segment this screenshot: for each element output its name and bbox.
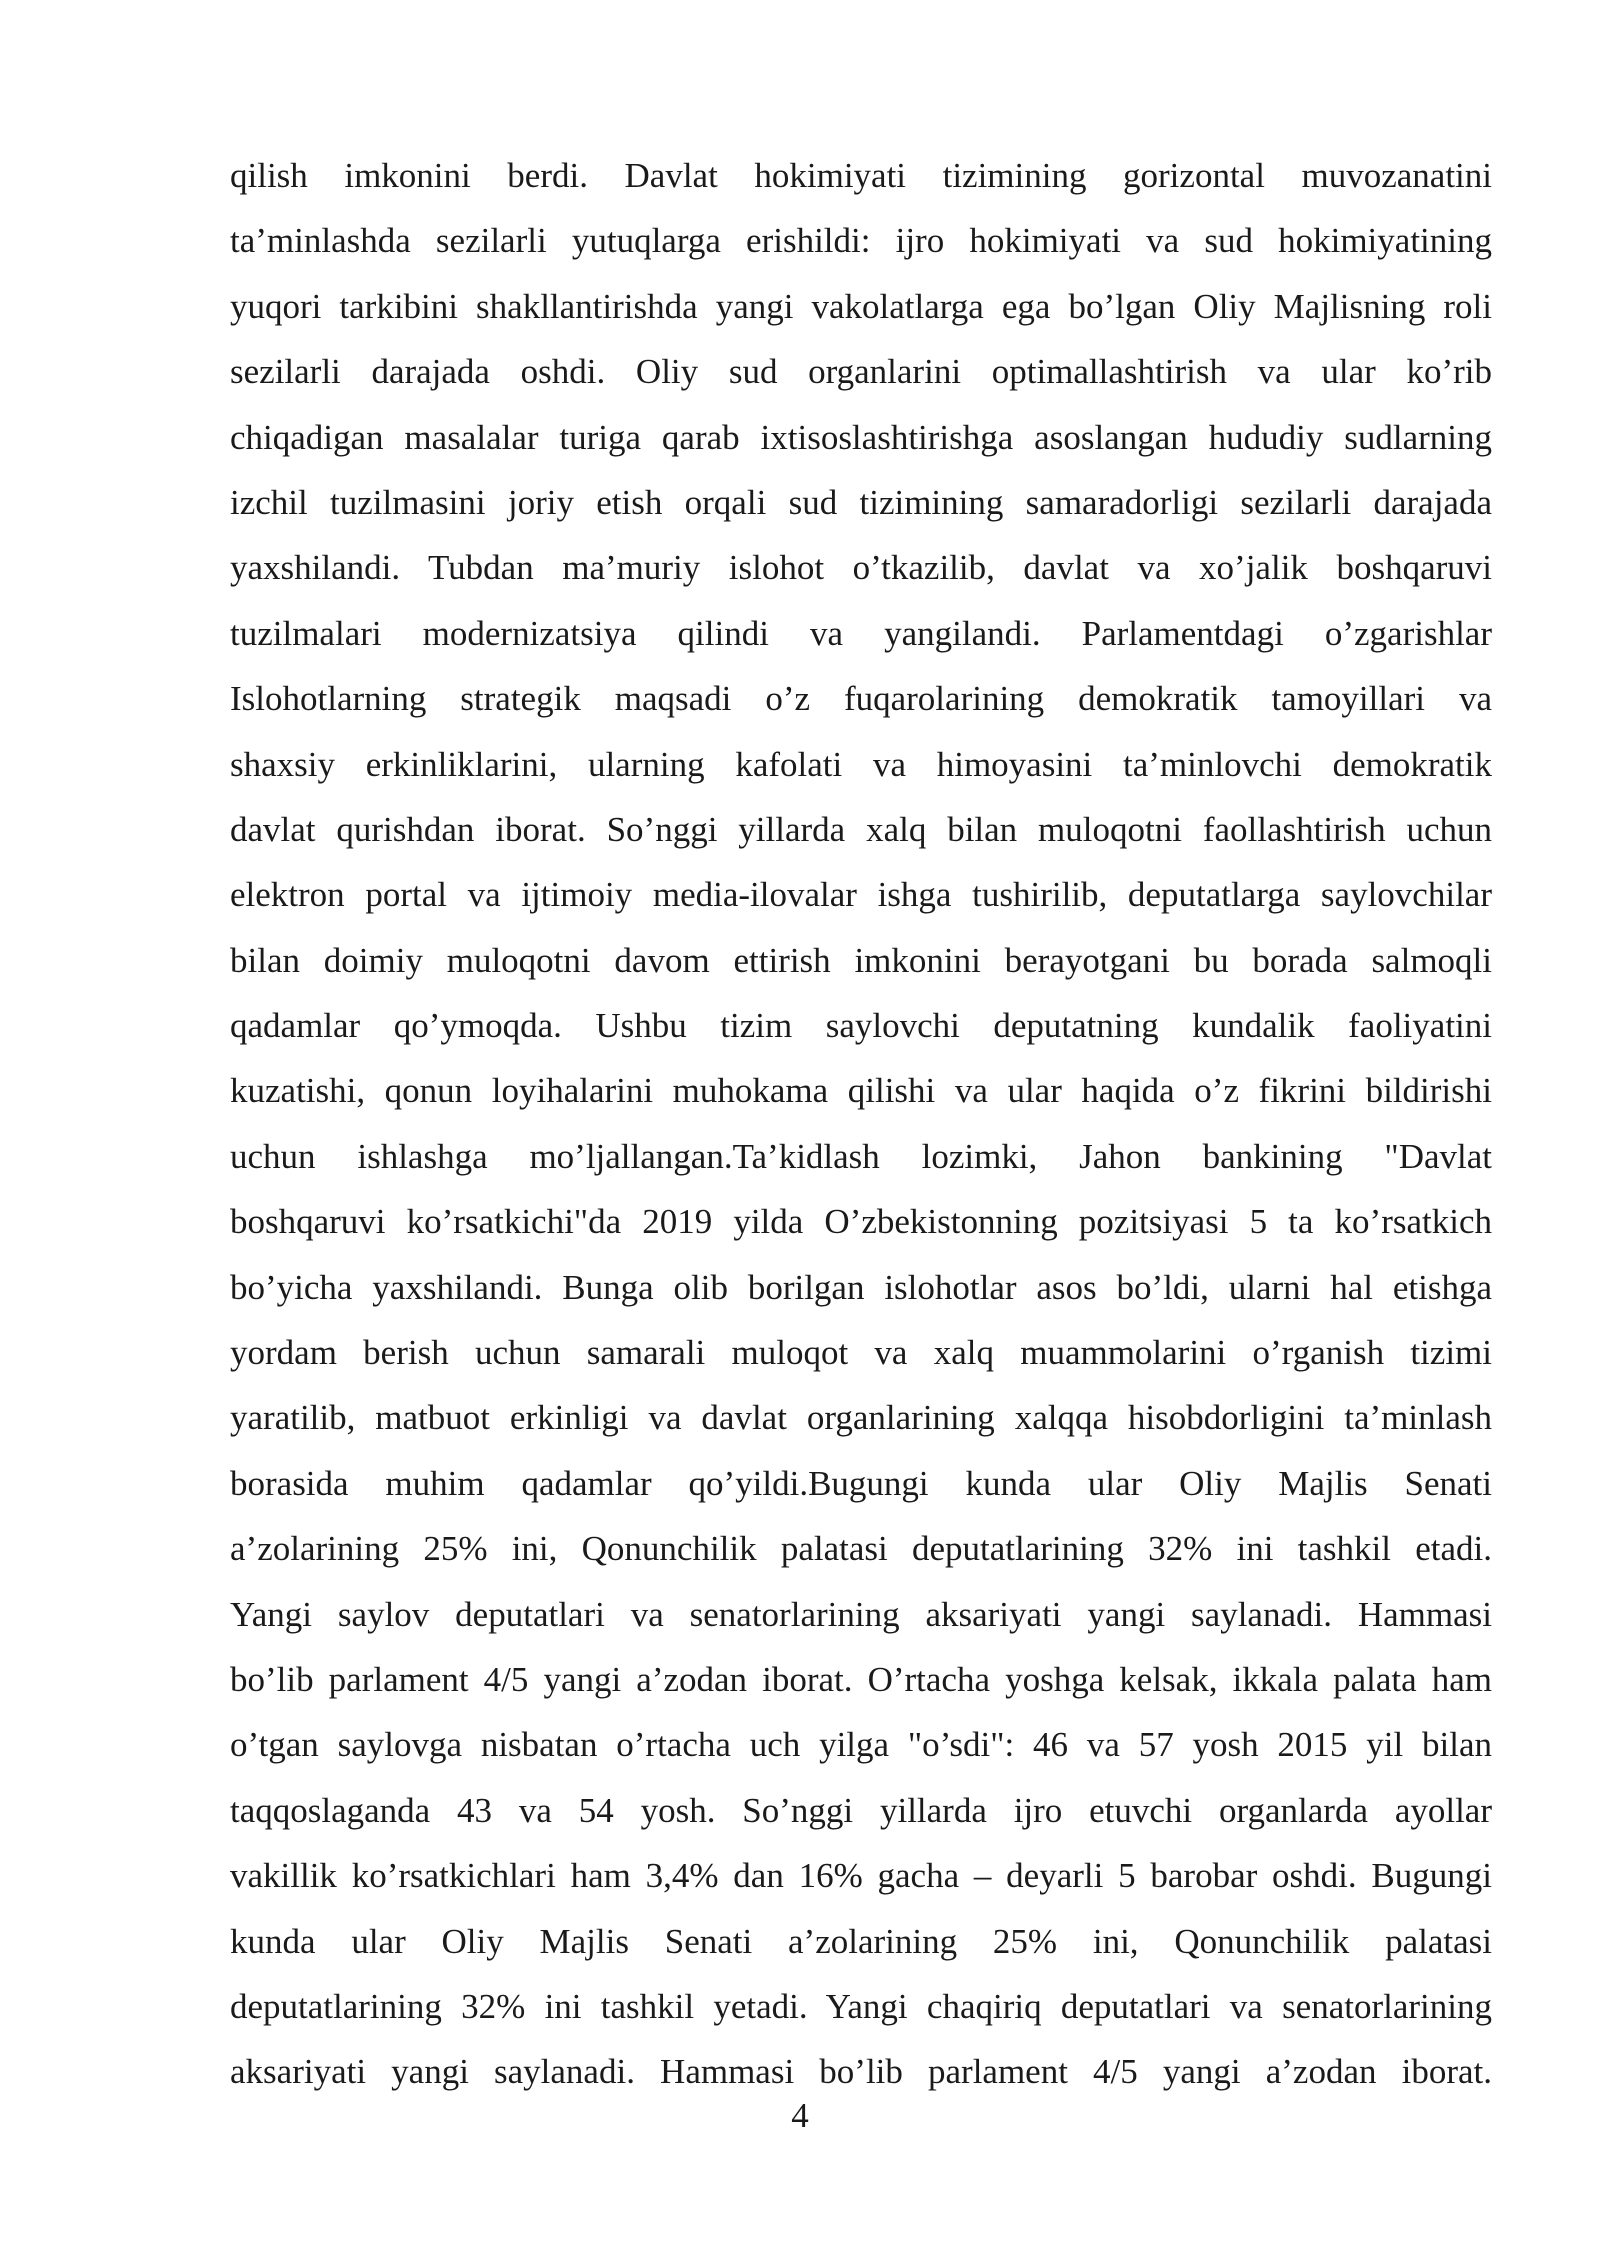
text-line: ta’minlashda sezilarli yutuqlarga erishildi: ijro hokimiyati va sud hokimiyatining [230,221,1492,261]
text-line: bo’yicha yaxshilandi. Bunga olib borilgan islohotlar asos bo’ldi, ularni hal etishga [230,1267,1492,1307]
text-line: elektron portal va ijtimoiy media-ilovalar ishga tushirilib, deputatlarga saylovchilar [230,875,1492,915]
text-line: borasida muhim qadamlar qo’yildi.Bugungi kunda ular Oliy Majlis Senati [230,1463,1492,1503]
text-line: tuzilmalari modernizatsiya qilindi va yangilandi. Parlamentdagi o’zgarishlar [230,613,1492,653]
text-line: deputatlarining 32% ini tashkil yetadi. Yangi chaqiriq deputatlari va senatorlarining [230,1986,1492,2026]
text-line: bo’lib parlament 4/5 yangi a’zodan iborat. O’rtacha yoshga kelsak, ikkala palata ham [230,1659,1492,1699]
body-text [230,148,1492,2110]
page-number: 4 [791,2096,809,2135]
text-line: yaxshilandi. Tubdan ma’muriy islohot o’tkazilib, davlat va xo’jalik boshqaruvi [230,548,1492,588]
text-line: chiqadigan masalalar turiga qarab ixtisoslashtirishga asoslangan hududiy sudlarning [230,417,1492,457]
text-line: Yangi saylov deputatlari va senatorlarining aksariyati yangi saylanadi. Hammasi [230,1594,1492,1634]
text-line: kuzatishi, qonun loyihalarini muhokama qilishi va ular haqida o’z fikrini bildirishi [230,1071,1492,1111]
text-line: kunda ular Oliy Majlis Senati a’zolarining 25% ini, Qonunchilik palatasi [230,1921,1492,1961]
text-line: taqqoslaganda 43 va 54 yosh. So’nggi yillarda ijro etuvchi organlarda ayollar [230,1790,1492,1830]
text-line: aksariyati yangi saylanadi. Hammasi bo’lib parlament 4/5 yangi a’zodan iborat. [230,2052,1492,2092]
text-line: Islohotlarning strategik maqsadi o’z fuqarolarining demokratik tamoyillari va [230,679,1492,719]
text-line: davlat qurishdan iborat. So’nggi yillarda xalq bilan muloqotni faollashtirish uchun [230,809,1492,849]
text-line: uchun ishlashga mo’ljallangan.Ta’kidlash lozimki, Jahon bankining "Davlat [230,1136,1492,1176]
text-line: izchil tuzilmasini joriy etish orqali sud tizimining samaradorligi sezilarli darajada [230,482,1492,522]
text-line: yuqori tarkibini shakllantirishda yangi vakolatlarga ega bo’lgan Oliy Majlisning roli [230,286,1492,326]
text-line: yaratilib, matbuot erkinligi va davlat organlarining xalqqa hisobdorligini ta’minlash [230,1398,1492,1438]
text-line: qilish imkonini berdi. Davlat hokimiyati tizimining gorizontal muvozanatini [230,156,1492,195]
text-line: yordam berish uchun samarali muloqot va xalq muammolarini o’rganish tizimi [230,1333,1492,1373]
text-line: a’zolarining 25% ini, Qonunchilik palatasi deputatlarining 32% ini tashkil etadi. [230,1529,1492,1569]
text-line: boshqaruvi ko’rsatkichi"da 2019 yilda O’zbekistonning pozitsiyasi 5 ta ko’rsatkich [230,1202,1492,1242]
text-line: vakillik ko’rsatkichlari ham 3,4% dan 16% gacha – deyarli 5 barobar oshdi. Bugungi [230,1856,1492,1896]
text-line: bilan doimiy muloqotni davom ettirish imkonini berayotgani bu borada salmoqli [230,940,1492,980]
text-line: qadamlar qo’ymoqda. Ushbu tizim saylovchi deputatning kundalik faoliyatini [230,1006,1492,1046]
text-line: o’tgan saylovga nisbatan o’rtacha uch yilga "o’sdi": 46 va 57 yosh 2015 yil bilan [230,1725,1492,1765]
text-line: sezilarli darajada oshdi. Oliy sud organlarini optimallashtirish va ular ko’rib [230,352,1492,392]
text-line: shaxsiy erkinliklarini, ularning kafolati va himoyasini ta’minlovchi demokratik [230,744,1492,784]
